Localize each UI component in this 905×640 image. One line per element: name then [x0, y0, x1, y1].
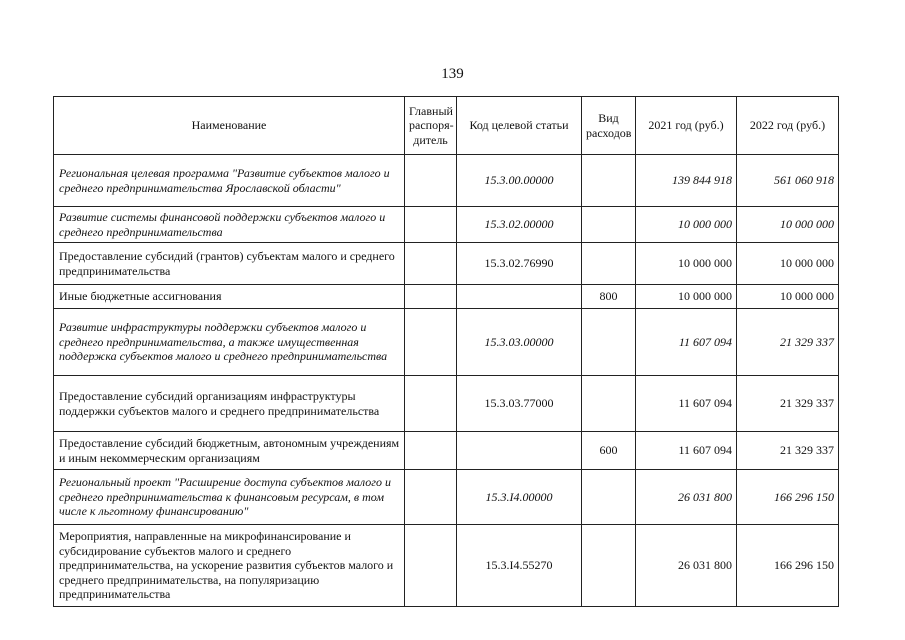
row-2022: 166 296 150: [737, 525, 839, 607]
row-2021: 10 000 000: [636, 207, 737, 243]
row-2022: 21 329 337: [737, 376, 839, 432]
row-code: 15.3.I4.00000: [457, 470, 582, 525]
row-type: [582, 525, 636, 607]
row-2022: 10 000 000: [737, 243, 839, 285]
row-code: 15.3.03.00000: [457, 309, 582, 376]
row-2022: 10 000 000: [737, 207, 839, 243]
row-2021: 26 031 800: [636, 470, 737, 525]
row-name: Развитие инфраструктуры поддержки субъектов малого и среднего предпринимательства, а также имущественная поддержка субъектов малого и среднего предпринимательства: [54, 309, 405, 376]
row-name: Развитие системы финансовой поддержки субъектов малого и среднего предпринимательства: [54, 207, 405, 243]
header-2021: 2021 год (руб.): [636, 97, 737, 155]
row-2022: 21 329 337: [737, 309, 839, 376]
row-type: [582, 376, 636, 432]
header-code: Код целевой статьи: [457, 97, 582, 155]
row-name: Региональный проект "Расширение доступа субъектов малого и среднего предпринимательства к финансовым ресурсам, в том числе к льготному финансированию": [54, 470, 405, 525]
row-code: [457, 285, 582, 309]
row-code: 15.3.00.00000: [457, 155, 582, 207]
row-admin: [405, 525, 457, 607]
table-row: [54, 155, 839, 207]
row-code: 15.3.02.76990: [457, 243, 582, 285]
row-name: Предоставление субсидий организациям инфраструктуры поддержки субъектов малого и среднего предпринимательства: [54, 376, 405, 432]
row-admin: [405, 309, 457, 376]
table-row: [54, 243, 839, 285]
row-2021: 10 000 000: [636, 243, 737, 285]
row-2022: 561 060 918: [737, 155, 839, 207]
table-row: [54, 285, 839, 309]
row-name: Мероприятия, направленные на микрофинансирование и субсидирование субъектов малого и среднего предпринимательства, на ускорение развития субъектов малого и среднего предпринимательства, на популяризацию предпринимательства: [54, 525, 405, 607]
row-type: [582, 243, 636, 285]
row-2021: 11 607 094: [636, 309, 737, 376]
row-code: 15.3.03.77000: [457, 376, 582, 432]
row-admin: [405, 376, 457, 432]
row-admin: [405, 155, 457, 207]
table-row: [54, 376, 839, 432]
row-type: [582, 155, 636, 207]
header-name: Наименование: [54, 97, 405, 155]
row-code: 15.3.02.00000: [457, 207, 582, 243]
row-admin: [405, 470, 457, 525]
row-name: Иные бюджетные ассигнования: [54, 285, 405, 309]
row-type: 800: [582, 285, 636, 309]
row-type: [582, 470, 636, 525]
row-2021: 139 844 918: [636, 155, 737, 207]
row-admin: [405, 207, 457, 243]
page-number: 139: [441, 66, 464, 82]
header-type: Вид расходов: [582, 97, 636, 155]
budget-table: [53, 96, 839, 607]
table-row: [54, 525, 839, 607]
row-2021: 11 607 094: [636, 376, 737, 432]
row-code: [457, 432, 582, 470]
table-body: [54, 155, 839, 607]
row-2021: 11 607 094: [636, 432, 737, 470]
row-2021: 26 031 800: [636, 525, 737, 607]
header-2022: 2022 год (руб.): [737, 97, 839, 155]
row-name: Региональная целевая программа "Развитие субъектов малого и среднего предпринимательства Ярославской области": [54, 155, 405, 207]
row-name: Предоставление субсидий бюджетным, автономным учреждениям и иным некоммерческим организациям: [54, 432, 405, 470]
header-row: [54, 97, 839, 155]
row-2022: 21 329 337: [737, 432, 839, 470]
table-row: [54, 309, 839, 376]
row-admin: [405, 432, 457, 470]
row-type: [582, 207, 636, 243]
header-admin: Главный распоря-дитель: [405, 97, 457, 155]
row-2022: 10 000 000: [737, 285, 839, 309]
row-name: Предоставление субсидий (грантов) субъектам малого и среднего предпринимательства: [54, 243, 405, 285]
row-type: [582, 309, 636, 376]
table-row: [54, 470, 839, 525]
table-row: [54, 432, 839, 470]
row-type: 600: [582, 432, 636, 470]
row-admin: [405, 285, 457, 309]
row-2021: 10 000 000: [636, 285, 737, 309]
row-2022: 166 296 150: [737, 470, 839, 525]
row-admin: [405, 243, 457, 285]
row-code: 15.3.I4.55270: [457, 525, 582, 607]
table-row: [54, 207, 839, 243]
